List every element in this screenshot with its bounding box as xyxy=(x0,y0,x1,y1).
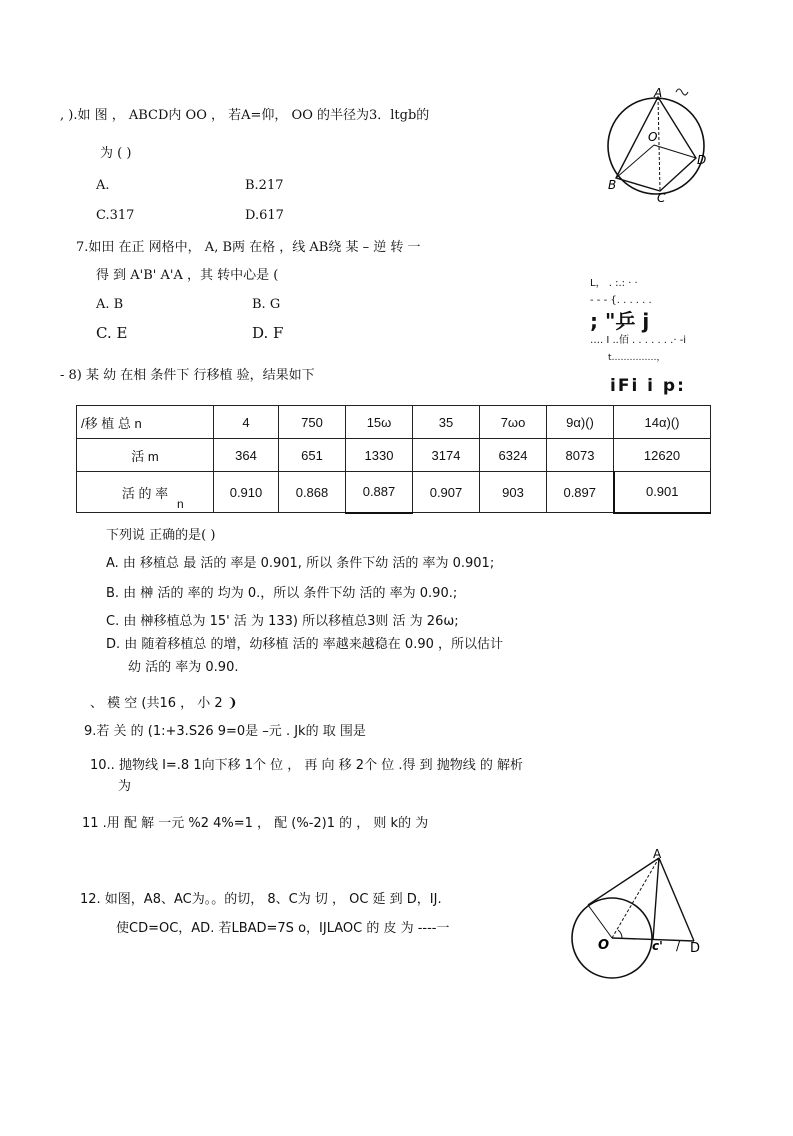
q6-stem: , ).如 图 ， ABCD内 OO ， 若A=仰， OO 的半径为3．ltgb的 xyxy=(60,108,430,123)
q6-tail: 为 ( ) xyxy=(100,146,132,161)
table-cell: 8073 xyxy=(547,439,614,472)
table-cell: 903 xyxy=(480,472,547,513)
table-cell: 0.901 xyxy=(614,472,711,513)
q7-line-2: 得 到 A'B' A'A ，其 转中心是 ( xyxy=(96,268,279,283)
q7-figure-noise-1: L， . :.: · · xyxy=(590,278,638,289)
table-cell: 35 xyxy=(413,406,480,439)
table-cell: 12620 xyxy=(614,439,711,472)
table-cell: 15ω xyxy=(346,406,413,439)
q7-figure-noise-6: iFi i p: xyxy=(610,376,686,396)
q12-label-d: D xyxy=(690,941,701,956)
q8-option-d-line-1: D. 由 随着移植总 的增，幼移植 活的 率越来越稳在 0.90 ，所以估计 xyxy=(106,637,504,652)
row-label-rate-text: 活 的 率 xyxy=(121,485,169,501)
q10-line-1: 10.. 抛物线 I=.8 1向下移 1个 位 ， 再 向 移 2个 位 .得 到 抛物线 的 解析 xyxy=(90,758,523,773)
q6-label-b: B xyxy=(608,178,617,192)
table-cell: 7ωo xyxy=(480,406,547,439)
table-cell: 0.868 xyxy=(279,472,346,513)
q8-stem: - 8) 某 幼 在相 条件下 行移植 验，结果如下 xyxy=(60,368,315,383)
q7-option-c: C. E xyxy=(96,324,128,342)
q11-text: 11 .用 配 解 一元 %2 4%=1 ， 配 (%-2)1 的 ， 则 k的 为 xyxy=(82,816,429,831)
q7-figure-noise-2: - - - {. . . . . . xyxy=(590,295,652,306)
q8-option-b: B. 由 榊 活的 率的 均为 0.，所以 条件下幼 活的 率为 0.90.; xyxy=(106,586,458,601)
q8-option-c: C. 由 榊移植总为 15' 活 为 133) 所以移植总3则 活 为 26ω; xyxy=(106,614,459,629)
q12-label-a: A xyxy=(653,847,662,861)
table-cell: 0.887 xyxy=(346,472,413,513)
table-cell: 14α)() xyxy=(614,406,711,439)
q7-figure-noise-5: t……………， xyxy=(608,353,666,363)
table-cell: 750 xyxy=(279,406,346,439)
q12-line-1: 12. 如图，A8、AC为。。的切， 8、C为 切 ， OC 延 到 D，IJ. xyxy=(80,892,442,907)
table-cell: 0.907 xyxy=(413,472,480,513)
table-cell: 0.910 xyxy=(214,472,279,513)
q6-option-b: B.217 xyxy=(245,178,284,193)
q6-label-d: D xyxy=(697,153,707,167)
q12-label-c: c' xyxy=(652,939,663,953)
table-cell: 4 xyxy=(214,406,279,439)
q7-figure-noise-3: ; "乒 j xyxy=(590,309,650,333)
q12-tangent-ac xyxy=(653,858,659,940)
table-cell: 3174 xyxy=(413,439,480,472)
row-label-total: /移 植 总 n xyxy=(77,406,214,439)
q7-option-b: B. G xyxy=(252,297,281,312)
row-label-survived: 活 m xyxy=(77,439,214,472)
q8-option-d-line-2: 幼 活的 率为 0.90. xyxy=(128,660,239,675)
q10-line-2: 为 xyxy=(118,779,132,794)
q6-option-d: D.617 xyxy=(245,208,284,223)
q6-label-o: O xyxy=(648,130,658,144)
q6-label-a: A xyxy=(654,86,663,100)
q6-option-a: A. xyxy=(96,178,110,193)
table-cell: 651 xyxy=(279,439,346,472)
q12-line-ad xyxy=(659,858,694,941)
q8-option-a: A. 由 移植总 最 活的 率是 0.901, 所以 条件下幼 活的 率为 0.901; xyxy=(106,556,495,571)
q8-question: 下列说 正确的是( ) xyxy=(106,528,216,543)
q12-tangent-ab xyxy=(588,858,659,905)
q7-option-a: A. B xyxy=(96,297,124,312)
q12-line-2: 使CD=OC，AD. 若LBAD=7S o，IJLAOC 的 皮 为 ----一 xyxy=(116,921,450,936)
table-cell: 0.897 xyxy=(547,472,614,513)
q6-label-c: C xyxy=(657,191,666,205)
q12-angle-mark xyxy=(618,930,622,938)
q12-label-o: O xyxy=(598,938,610,953)
q12-label-slash: / xyxy=(676,939,681,953)
q7-option-d: D. F xyxy=(252,324,284,342)
row-label-rate-sub: n xyxy=(177,497,184,511)
section-2-heading: 、 模 空 (共16 ， 小 2 ❩ xyxy=(90,696,238,711)
table-cell: 364 xyxy=(214,439,279,472)
q12-radius-ob xyxy=(588,905,612,938)
q7-line-1: 7.如田 在正 网格中， A, B两 在格 ，线 AB绕 某 – 逆 转 一 xyxy=(76,240,421,255)
table-cell: 9α)() xyxy=(547,406,614,439)
table-cell: 1330 xyxy=(346,439,413,472)
q6-option-c: C.317 xyxy=(96,208,135,223)
table-cell: 6324 xyxy=(480,439,547,472)
q9-text: 9.若 关 的 (1:+3.S26 9=0是 –元 . Jk的 取 围是 xyxy=(84,724,366,739)
q7-figure-noise-4: …. I ..佰 . . . . . . .· -i xyxy=(590,335,687,346)
